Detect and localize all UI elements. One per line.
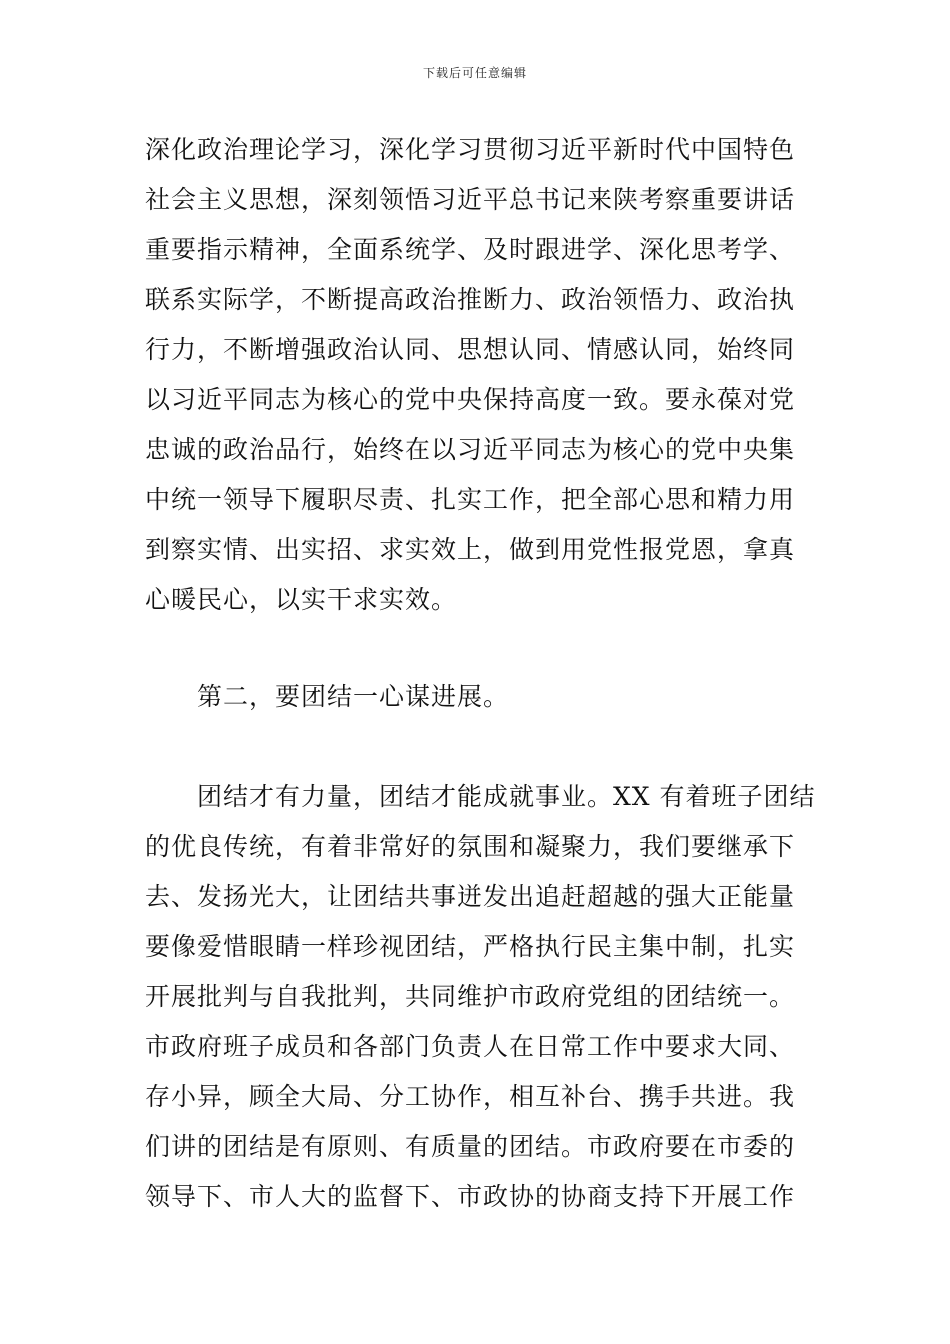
paragraph-line: 市政府班子成员和各部门负责人在日常工作中要求大同、 xyxy=(145,1032,796,1061)
section-heading: 第二，要团结一心谋进展。 xyxy=(145,682,510,711)
paragraph-line: 社会主义思想，深刻领悟习近平总书记来陕考察重要讲话 xyxy=(145,185,796,214)
paragraph-line: 心暖民心，以实干求实效。 xyxy=(145,585,458,614)
paragraph-line: 以习近平同志为核心的党中央保持高度一致。要永葆对党 xyxy=(145,385,796,414)
paragraph-line: 忠诚的政治品行，始终在以习近平同志为核心的党中央集 xyxy=(145,435,796,464)
paragraph-line: 联系实际学，不断提高政治推断力、政治领悟力、政治执 xyxy=(145,285,796,314)
paragraph-line: 要像爱惜眼睛一样珍视团结，严格执行民主集中制，扎实 xyxy=(145,932,796,961)
paragraph-line: 行力，不断增强政治认同、思想认同、情感认同，始终同 xyxy=(145,335,796,364)
paragraph-line: 存小异，顾全大局、分工协作，相互补台、携手共进。我 xyxy=(145,1082,796,1111)
paragraph-line: 重要指示精神，全面系统学、及时跟进学、深化思考学、 xyxy=(145,235,796,264)
paragraph-line: 团结才有力量，团结才能成就事业。XX 有着班子团结 xyxy=(145,782,816,811)
paragraph-line: 去、发扬光大，让团结共事迸发出追赶超越的强大正能量 xyxy=(145,882,796,911)
paragraph-line: 到察实情、出实招、求实效上，做到用党性报党恩，拿真 xyxy=(145,535,796,564)
paragraph-line: 开展批判与自我批判，共同维护市政府党组的团结统一。 xyxy=(145,982,796,1011)
paragraph-line: 的优良传统，有着非常好的氛围和凝聚力，我们要继承下 xyxy=(145,832,796,861)
paragraph-line: 深化政治理论学习，深化学习贯彻习近平新时代中国特色 xyxy=(145,135,796,164)
page-header: 下载后可任意编辑 xyxy=(422,66,527,80)
paragraph-line: 领导下、市人大的监督下、市政协的协商支持下开展工作 xyxy=(145,1182,796,1211)
paragraph-line: 中统一领导下履职尽责、扎实工作，把全部心思和精力用 xyxy=(145,485,796,514)
paragraph-line: 们讲的团结是有原则、有质量的团结。市政府要在市委的 xyxy=(145,1132,796,1161)
